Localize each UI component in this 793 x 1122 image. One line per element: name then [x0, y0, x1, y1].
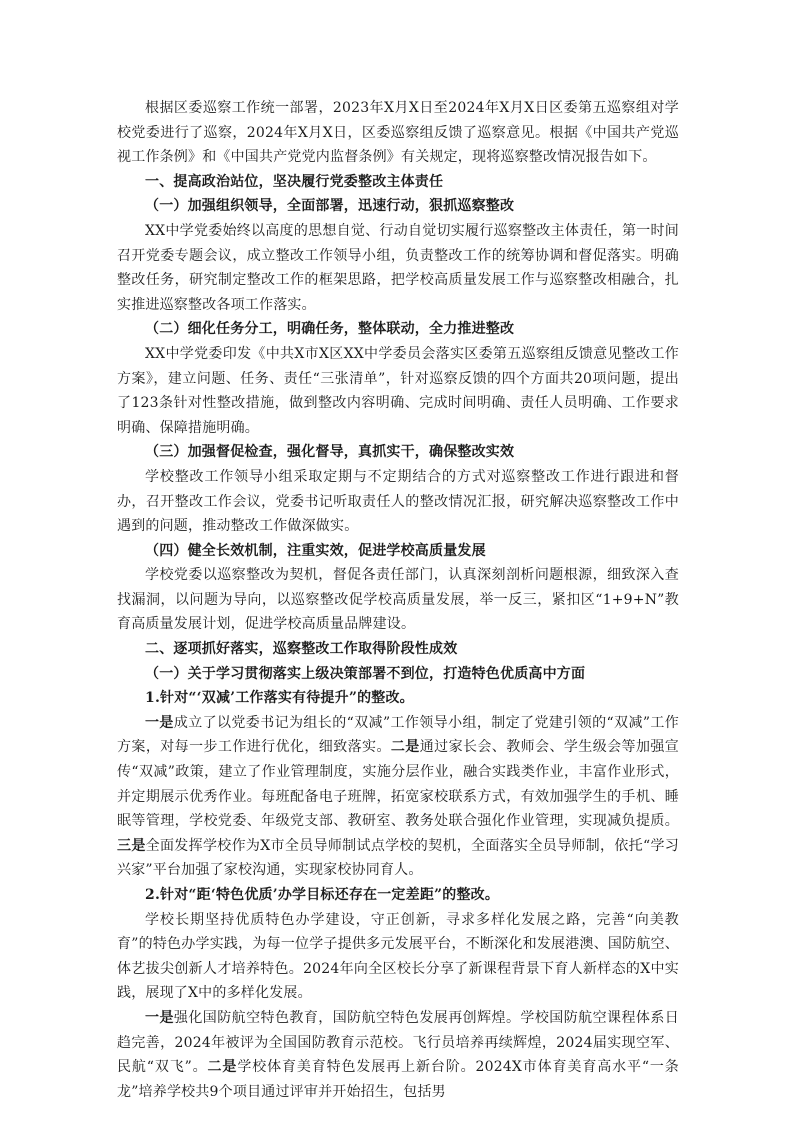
document-page — [117, 96, 679, 1104]
point1-text-2: 通过家长会、教师会、学生级会等加强宣传“双减”政策，建立了作业管理制度，实施分层作业，融合实践类作业，丰富作业形式，并定期展示优秀作业。每班配备电子班牌，拓宽家校联系方式，有效加强学生的手机、睡眠等管理，学校党委、年级党支部、教研室、教务处联合强化作业管理，实现减负提质。 — [117, 739, 679, 830]
point1-lead-1: 一是 — [145, 714, 174, 731]
point1-text-3: 全面发挥学校作为X市全员导师制试点学校的契机，全面落实全员导师制，依托“学习兴家”平台加强了家校沟通，实现家校协同育人。 — [117, 837, 679, 879]
point1-text-1: 成立了以党委书记为组长的“双减”工作领导小组，制定了党建引领的“双减”工作方案，对每一步工作进行优化，细致落实。 — [117, 714, 680, 756]
point2-body: 学校长期坚持优质特色办学建设，守正创新，寻求多样化发展之路，完善“向美教育”的特色办学实践，为每一位学子提供多元发展平台，不断深化和发展港澳、国防航空、体艺拔尖创新人才培养特色。2024年向全区校长分享了新课程背景下育人新样态的X中实践，展现了X中的多样化发展。 — [117, 911, 679, 1002]
section1-item4-body: 学校党委以巡察整改为契机，督促各责任部门，认真深刻剖析问题根源，细致深入查找漏洞，以问题为导向，以巡察整改促学校高质量发展，举一反三，紧扣区“1+9+N”教育高质量发展计划，促进学校高质量品牌建设。 — [117, 567, 679, 633]
section1-item2-heading: （二）细化任务分工，明确任务，整体联动，全力推进整改 — [145, 321, 515, 338]
point1-heading: 1.针对“‘双减’工作落实有待提升”的整改。 — [145, 690, 414, 707]
section1-item3-heading: （三）加强督促检查，强化督导，真抓实干，确保整改实效 — [145, 444, 515, 461]
section2-heading: 二、逐项抓好落实，巡察整改工作取得阶段性成效 — [145, 641, 458, 658]
point2-text-1: 强化国防航空特色教育，国防航空特色发展再创辉煌。学校国防航空课程体系日趋完善，2024年被评为全国国防教育示范校。飞行员培养再续辉煌，2024届实现空军、民航“双飞”。 — [117, 1009, 680, 1076]
point2-text-2: 学校体育美育特色发展再上新台阶。2024X市体育美育高水平“一条龙”培养学校共9个项目通过评审并开始招生，包括男 — [117, 1059, 680, 1100]
point1-lead-3: 三是 — [117, 837, 146, 854]
point2-details — [117, 1006, 679, 1104]
section1-heading: 一、提高政治站位，坚决履行党委整改主体责任 — [145, 173, 444, 190]
point2-heading: 2.针对“距‘特色优质’办学目标还存在一定差距”的整改。 — [145, 887, 500, 903]
section1-item1-body: XX中学党委始终以高度的思想自觉、行动自觉切实履行巡察整改主体责任，第一时间召开党委专题会议，成立整改工作领导小组，负责整改工作的统筹协调和督促落实。明确整改任务，研究制定整改工作的框架思路，把学校高质量发展工作与巡察整改相融合，扎实推进巡察整改各项工作落实。 — [117, 222, 679, 313]
section1-item4-heading: （四）健全长效机制，注重实效，促进学校高质量发展 — [145, 542, 486, 559]
section1-item1-heading: （一）加强组织领导，全面部署，迅速行动，狠抓巡察整改 — [145, 198, 515, 215]
point2-lead-2: 二是 — [207, 1059, 238, 1076]
section2-sub1-heading: （一）关于学习贯彻落实上级决策部署不到位，打造特色优质高中方面 — [145, 665, 586, 682]
point1-lead-2: 二是 — [390, 739, 420, 756]
section1-item2-body: XX中学党委印发《中共X市X区XX中学委员会落实区委第五巡察组反馈意见整改工作方案》，建立问题、任务、责任“三张清单”，针对巡察反馈的四个方面共20项问题，提出了123条针对性整改措施，做到整改内容明确、完成时间明确、责任人员明确、工作要求明确、保障措施明确。 — [117, 345, 679, 436]
section1-item3-body: 学校整改工作领导小组采取定期与不定期结合的方式对巡察整改工作进行跟进和督办，召开整改工作会议，党委书记听取责任人的整改情况汇报，研究解决巡察整改工作中遇到的问题，推动整改工作做深做实。 — [117, 468, 679, 535]
point1-body — [117, 711, 679, 883]
point2-lead-1: 一是 — [145, 1009, 174, 1026]
intro-paragraph: 根据区委巡察工作统一部署，2023年X月X日至2024年X月X日区委第五巡察组对学校党委进行了巡察，2024年X月X日，区委巡察组反馈了巡察意见。根据《中国共产党巡视工作条例》和《中国共产党党内监督条例》有关规定，现将巡察整改情况报告如下。 — [117, 100, 679, 166]
